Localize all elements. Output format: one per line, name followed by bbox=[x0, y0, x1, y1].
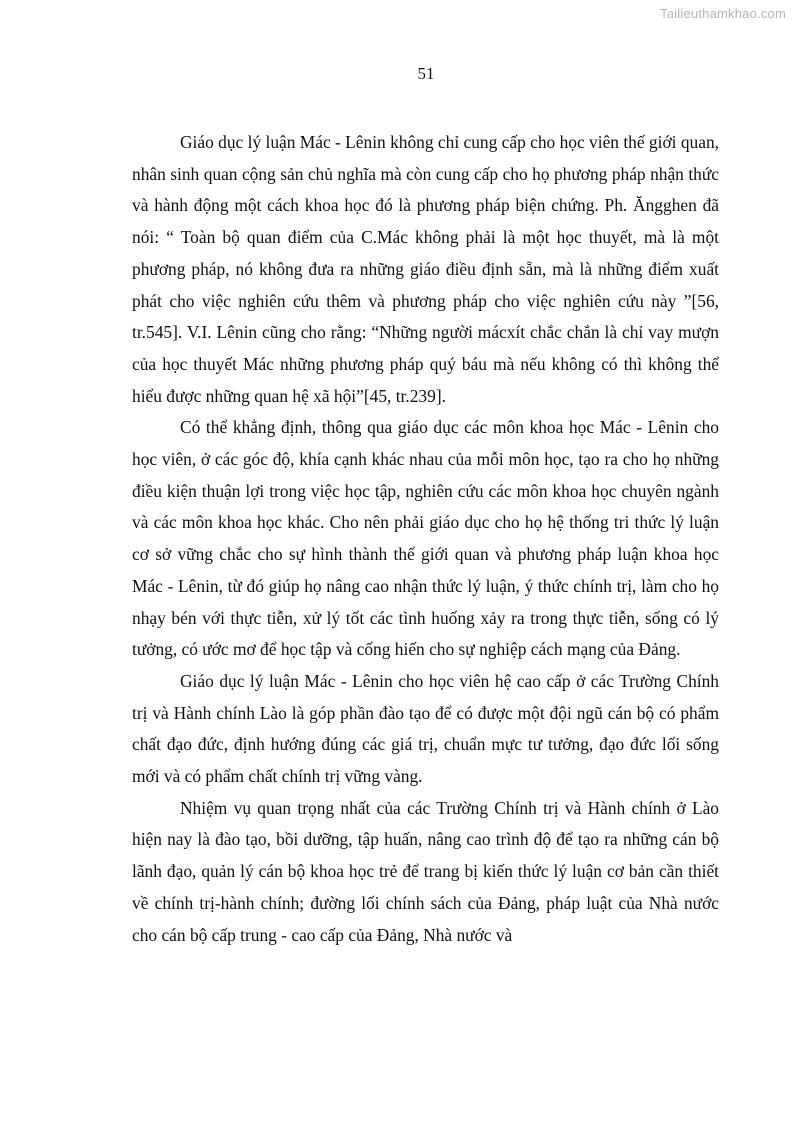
document-body bbox=[132, 127, 719, 951]
paragraph-4: Nhiệm vụ quan trọng nhất của các Trường Chính trị và Hành chính ở Lào hiện nay là đào tạo, bồi dưỡng, tập huấn, nâng cao trình độ để tạo ra những cán bộ lãnh đạo, quản lý cán bộ khoa học trẻ để trang bị kiến thức lý luận cơ bản cần thiết về chính trị-hành chính; đường lối chính sách của Đảng, pháp luật của Nhà nước cho cán bộ cấp trung - cao cấp của Đảng, Nhà nước và bbox=[132, 797, 719, 945]
paragraph-1: Giáo dục lý luận Mác - Lênin không chỉ cung cấp cho học viên thế giới quan, nhân sinh quan cộng sản chủ nghĩa mà còn cung cấp cho họ phương pháp nhận thức và hành động một cách khoa học đó là phương pháp biện chứng. Ph. Ăngghen đã nói: “ Toàn bộ quan điểm của C.Mác không phải là một học thuyết, mà là một phương pháp, nó không đưa ra những giáo điều định sẵn, mà là những điểm xuất phát cho việc nghiên cứu thêm và phương pháp cho việc nghiên cứu này ”[56, tr.545]. V.I. Lênin cũng cho rằng: “Những người mácxít chắc chắn là chỉ vay mượn của học thuyết Mác những phương pháp quý báu mà nếu không có thì không thể hiểu được những quan hệ xã hội”[45, tr.239]. bbox=[132, 132, 719, 406]
watermark-text: Tailieuthamkhao.com bbox=[660, 6, 786, 21]
paragraph-3: Giáo dục lý luận Mác - Lênin cho học viên hệ cao cấp ở các Trường Chính trị và Hành chính Lào là góp phần đào tạo để có được một đội ngũ cán bộ có phẩm chất đạo đức, định hướng đúng các giá trị, chuẩn mực tư tưởng, đạo đức lối sống mới và có phẩm chất chính trị vững vàng. bbox=[132, 670, 719, 787]
paragraph-2: Có thể khẳng định, thông qua giáo dục các môn khoa học Mác - Lênin cho học viên, ở các góc độ, khía cạnh khác nhau của mỗi môn học, tạo ra cho họ những điều kiện thuận lợi trong việc học tập, nghiên cứu các môn khoa học chuyên ngành và các môn khoa học khác. Cho nên phải giáo dục cho họ hệ thống tri thức lý luận cơ sở vững chắc cho sự hình thành thế giới quan và phương pháp luận khoa học Mác - Lênin, từ đó giúp họ nâng cao nhận thức lý luận, ý thức chính trị, làm cho họ nhạy bén với thực tiễn, xử lý tốt các tình huống xảy ra trong thực tiễn, sống có lý tưởng, có ước mơ để học tập và cống hiến cho sự nghiệp cách mạng của Đảng. bbox=[132, 417, 719, 660]
page-number: 51 bbox=[417, 64, 435, 83]
